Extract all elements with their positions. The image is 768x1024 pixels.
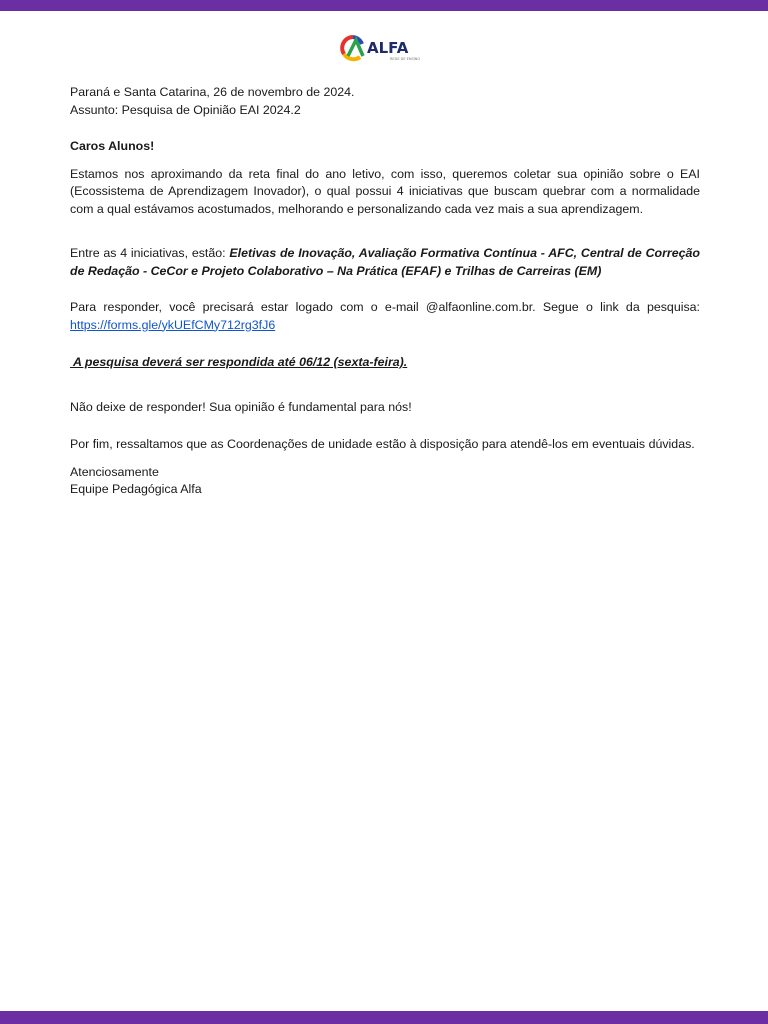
alfa-logo-mark-icon — [342, 37, 363, 59]
final-note: Por fim, ressaltamos que as Coordenações de unidade estão à disposição para atendê-los em eventuais dúvidas. — [70, 437, 695, 451]
initiatives-intro: Entre as 4 iniciativas, estão: — [70, 246, 230, 260]
survey-link[interactable]: https://forms.gle/ykUEfCMy712rg3fJ6 — [70, 317, 276, 332]
initiatives-paragraph — [70, 245, 700, 280]
alfa-logo — [340, 34, 430, 62]
initiatives-list: Eletivas de Inovação, Avaliação Formativa Contínua - AFC, Central de Correção de Redação - CeCor e Projeto Colaborativo – Na Prática (EFAF) e Trilhas de Carreiras (EM) — [70, 246, 700, 278]
closing-salutation: Atenciosamente — [70, 464, 159, 479]
alfa-logo-brand: ALFA — [367, 39, 409, 57]
encouragement-text: Não deixe de responder! Sua opinião é fundamental para nós! — [70, 399, 412, 414]
intro-paragraph: Estamos nos aproximando da reta final do ano letivo, com isso, queremos coletar sua opinião sobre o EAI (Ecossistema de Aprendizagem Inovador), o qual possui 4 iniciativas que buscam quebrar com a normalidade com a qual estávamos acostumados, melhorando e personalizando cada vez mais a sua aprendizagem. — [70, 166, 700, 216]
instructions-text: Para responder, você precisará estar logado com o e-mail @alfaonline.com.br. Segue o link da pesquisa: — [70, 300, 700, 314]
deadline-notice: A pesquisa deverá ser respondida até 06/12 (sexta-feira). — [70, 355, 408, 369]
letter-greeting: Caros Alunos! — [70, 139, 155, 153]
alfa-logo-tagline: REDE DE ENSINO — [390, 57, 421, 61]
instructions-paragraph — [70, 299, 700, 334]
letter-subject: Assunto: Pesquisa de Opinião EAI 2024.2 — [70, 102, 301, 117]
top-accent-bar — [0, 0, 768, 11]
letter-body — [70, 84, 700, 499]
letter-date: Paraná e Santa Catarina, 26 de novembro de 2024. — [70, 85, 355, 99]
signature: Equipe Pedagógica Alfa — [70, 482, 202, 496]
bottom-accent-bar — [0, 1011, 768, 1024]
